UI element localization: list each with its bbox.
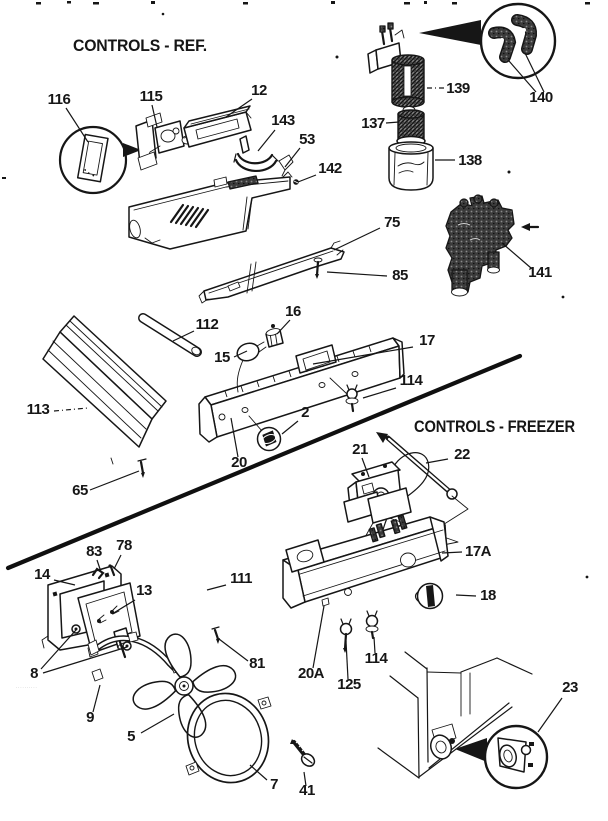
part-85-screw	[314, 258, 322, 279]
part-label-15: 15	[214, 349, 230, 366]
part-label-20: 20	[231, 454, 247, 471]
leader-line-18	[456, 595, 476, 596]
leader-line-78	[114, 555, 121, 569]
part-label-142: 142	[318, 160, 342, 177]
leader-line-23	[538, 698, 562, 732]
part-116-cover-plate-inset	[60, 127, 141, 193]
part-label-17: 17	[419, 332, 435, 349]
leader-line-114	[363, 388, 396, 398]
part-113-air-channel	[43, 316, 166, 447]
leader-line-137	[386, 122, 399, 123]
part-139-solenoid-coil-assembly	[368, 23, 424, 107]
scan-noise-marks	[2, 1, 590, 578]
part-label-114: 114	[364, 650, 388, 667]
leader-line-141	[502, 243, 531, 268]
part-label-23: 23	[562, 679, 578, 696]
part-65-screw	[138, 459, 146, 478]
part-114-shaft-freezer	[366, 611, 378, 638]
part-137-valve-body	[397, 107, 425, 146]
part-75-cover-plate	[199, 241, 344, 303]
part-label-111: 111	[230, 570, 252, 587]
part-141-water-valve-assembly	[446, 195, 538, 296]
leader-line-22	[426, 459, 448, 463]
part-label-83: 83	[86, 543, 102, 560]
part-15-light-bulb	[235, 341, 266, 364]
part-label-114: 114	[399, 372, 423, 389]
leader-line-9	[93, 685, 100, 712]
part-label-53: 53	[299, 131, 315, 148]
magnifier-pointer-cone	[455, 738, 487, 762]
leader-line-125	[346, 641, 348, 679]
leader-line-113	[54, 408, 88, 411]
part-label-18: 18	[480, 587, 496, 604]
part-label-2: 2	[301, 404, 309, 421]
part-142-screw	[293, 179, 299, 185]
part-label-139: 139	[446, 80, 470, 97]
part-label-81: 81	[249, 655, 265, 672]
leader-line-7	[250, 765, 267, 780]
leader-line-75	[334, 228, 380, 250]
leader-line-111	[207, 585, 226, 590]
part-112-tube	[143, 318, 202, 356]
leader-line-16	[277, 320, 290, 334]
part-81-screw	[212, 627, 220, 644]
part-label-17A: 17A	[464, 543, 492, 560]
part-label-113: 113	[26, 401, 50, 418]
leader-line-8	[43, 647, 127, 673]
leader-line-20A	[313, 606, 324, 668]
leader-line-5	[141, 714, 174, 733]
part-label-138: 138	[458, 152, 482, 169]
part-143-retainer-clip	[234, 136, 278, 171]
part-label-78: 78	[116, 537, 132, 554]
part-41-screw	[290, 739, 317, 769]
part-label-21: 21	[352, 441, 368, 458]
fine-print-artifact: ··········	[16, 686, 38, 690]
part-label-112: 112	[195, 316, 219, 333]
part-label-41: 41	[299, 782, 315, 799]
leader-line-85	[327, 272, 387, 276]
part-label-137: 137	[361, 115, 385, 132]
part-label-16: 16	[285, 303, 301, 320]
part-label-7: 7	[270, 776, 278, 793]
part-label-143: 143	[271, 112, 295, 129]
part-label-140: 140	[529, 89, 553, 106]
magnifier-pointer-cone	[419, 20, 481, 45]
part-label-12: 12	[251, 82, 267, 99]
part-2-control-knob	[258, 428, 281, 451]
part-label-116: 116	[47, 91, 71, 108]
section-title-freezer: CONTROLS - FREEZER	[414, 417, 575, 436]
part-label-141: 141	[528, 264, 552, 281]
leader-line-65	[90, 471, 139, 490]
part-label-75: 75	[384, 214, 400, 231]
part-label-13: 13	[136, 582, 152, 599]
part-label-22: 22	[454, 446, 470, 463]
part-label-115: 115	[139, 88, 163, 105]
part-label-20A: 20A	[297, 665, 325, 682]
part-16-bulb-socket	[265, 324, 283, 347]
part-label-85: 85	[392, 267, 408, 284]
part-label-8: 8	[30, 665, 38, 682]
leader-line-2	[282, 421, 298, 434]
leader-line-81	[219, 639, 248, 661]
ref-control-housing	[128, 172, 292, 249]
section-title-ref: CONTROLS - REF.	[73, 36, 207, 55]
part-5-fan-blade	[132, 634, 236, 738]
leader-line-143	[258, 130, 275, 151]
part-label-125: 125	[337, 676, 361, 693]
part-18-freezer-knob	[416, 584, 443, 609]
part-label-5: 5	[127, 728, 135, 745]
leader-line-142	[298, 175, 316, 182]
part-label-9: 9	[86, 709, 94, 726]
part-label-65: 65	[72, 482, 88, 499]
part-140-fittings-inset	[419, 4, 555, 78]
part-label-14: 14	[34, 566, 50, 583]
part-138-valve-housing	[389, 142, 433, 190]
part-23-roller-inset	[485, 726, 547, 788]
part-115-damper-control	[136, 113, 192, 170]
